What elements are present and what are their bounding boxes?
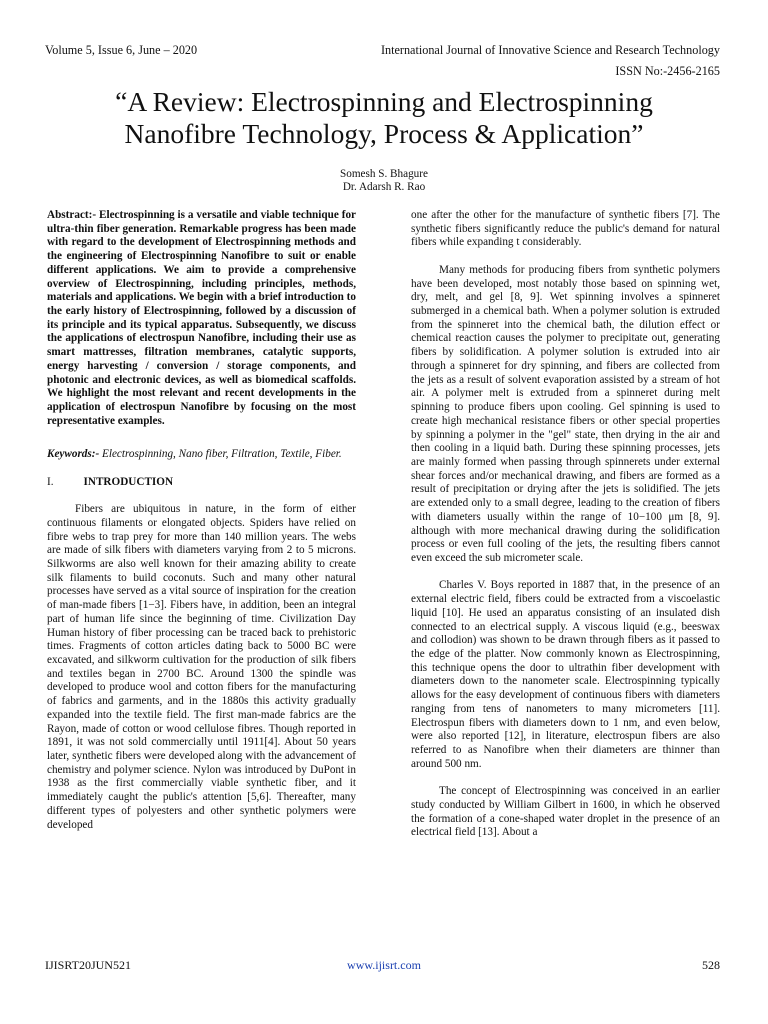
section-heading — [47, 476, 356, 490]
running-header-volume: Volume 5, Issue 6, June – 2020 — [45, 43, 198, 57]
body-paragraph: Many methods for producing fibers from synthetic polymers have been developed, most notably those based on spinning wet, dry, melt, and gel [8, 9]. Wet spinning involves a spinneret submerged in a chemical bath. When a polymer solution is extruded from the spinneret into the chemical bath, the dilution effect or chemical reaction causes the polymer to precipitate out, generating fibers by solidification. A polymer solution is extruded into air through a spinneret for dry spinning, and fibers are collected from the jets as a result of solvent evaporation assisted by a stream of hot air. A polymer melt is extruded from a spinneret during melt spinning to produce fibers upon cooling. Gel spinning is used to create high mechanical resistance fibers or other special properties by spinning a polymer in the "gel" state, then drying in the air and then cooling in a liquid bath. During these spinning processes, jets are mainly formed when passing through spinnerets under external shear forces and/or mechanical drawing, and fibers are formed as a result of precipitation or drying after the jets is solidified. The jets are extended only to a small degree, leading to the creation of fibers with diameters usually within the range of 10−100 μm [8, 9]. although with more mechanical drawing during the solidification process or even full cooling of the jets, the resulting fibers cannot even exceed the sub micrometer scale. — [411, 263, 720, 564]
abstract-paragraph: Abstract:- Electrospinning is a versatile and viable technique for ultra-thin fiber generation. Remarkable progress has been made with regard to the development of Electrospinning methods and the engineering of Electrospinning Nanofibre to suit or enable different applications. We aim to provide a comprehensive overview of Electrospinning, including principles, methods, materials and applications. We begin with a brief introduction to the early history of Electrospinning, followed by a discussion of its principle and its typical apparatus. Subsequently, we discuss the applications of electrospun Nanofibre, including their use as smart mattresses, filtration membranes, catalytic supports, energy harvesting / conversion / storage components, and photonic and electronic devices, as well as biomedical scaffolds. We highlight the most relevant and recent developments in the application of electrospun Nanofibre by focusing on the most representative examples. — [47, 209, 356, 427]
footer-url-link[interactable]: www.ijisrt.com — [347, 958, 421, 972]
paper-title-line-2: Nanofibre Technology, Process & Application” — [124, 118, 644, 149]
section-number: I. — [47, 475, 54, 488]
author-name: Dr. Adarsh R. Rao — [342, 181, 426, 193]
running-header-issn: ISSN No:-2456-2165 — [615, 64, 720, 78]
left-column — [47, 209, 356, 832]
running-header-journal: International Journal of Innovative Science and Research Technology — [380, 43, 720, 57]
body-paragraph: Charles V. Boys reported in 1887 that, in the presence of an external electric field, fibers could be extracted from a viscoelastic liquid [10]. He used an apparatus consisting of an insulated dish connected to an electrical supply. A viscous liquid (e.g., beeswax and collodion) was shown to be drawn through fibers as it passed to the edge of the platter. Now commonly known as Electrospinning, this technique opens the door to ultrathin fiber development with diameters down to the nanometer scale. Electrospinning typically allows for the easy development of continuous fibers with diameters ranging from tens of nanometers to many micrometers [11]. Electrospun fibers with diameters down to 1 nm, and even below, were also reported [12], in literature, electrospun fibers are also referred to as Nanofibre when their diameters are thinner than around 500 nm. — [411, 579, 720, 770]
keywords-text: Electrospinning, Nano fiber, Filtration, Textile, Fiber. — [102, 448, 342, 461]
section-title: INTRODUCTION — [83, 475, 174, 488]
right-column — [411, 209, 720, 840]
body-paragraph: one after the other for the manufacture of synthetic fibers [7]. The synthetic fibers significantly reduce the public's demand for natural fibers while expanding t considerably. — [411, 209, 720, 249]
body-paragraph: Fibers are ubiquitous in nature, in the form of either continuous filaments or elongated objects. Spiders have relied on fibre webs to trap prey for more than 140 million years. The webs are made of silk fibers with diameters varying from 2 to 5 microns. Silkworms are also well known for their amazing ability to create silk filaments to build coconuts. Such and many other natural processes have served as a vital source of inspiration for the creation of man-made fibers [1−3]. Fibers have, in addition, been an integral part of human life since the beginning of time. Civilization Day Human history of fiber processing can be traced back to prehistoric times. Fragments of cotton articles dating back to 5000 BC were excavated, and silkworm cultivation for the production of silk fibers and textiles began in 2700 BC. Around 1300 the spindle was developed to produce wool and cotton fibers for the manufacturing of fabrics and garments, and in the 1880s this activity gradually expanded into the textile field. The first man-made fabrics are the Rayon, made of cotton or wood cellulose fibres. Though reported in 1891, it was not sold commercially until 1911[4]. About 50 years later, synthetic fibers were developed along with the advancement of chemistry and polymer science. Nylon was introduced by DuPont in 1938 as the first commercially viable synthetic fiber, and it immediately caught the public's attention [5,6]. Thereafter, many different types of polyesters and other synthetic polymers were developed — [47, 503, 356, 831]
paper-title-line-1: “A Review: Electrospinning and Electrospinning — [115, 86, 653, 117]
footer-page-number: 528 — [702, 958, 720, 972]
author-list — [0, 168, 768, 194]
author-name: Somesh S. Bhagure — [340, 168, 428, 180]
body-paragraph: The concept of Electrospinning was conceived in an earlier study conducted by William Gilbert in 1600, in which he observed the formation of a cone-shaped water droplet in the presence of an electrical field [13]. About a — [411, 785, 720, 839]
keywords-paragraph — [47, 448, 356, 462]
paper-title — [30, 86, 738, 150]
keywords-label: Keywords:- — [47, 448, 100, 461]
footer-article-code: IJISRT20JUN521 — [45, 958, 131, 972]
